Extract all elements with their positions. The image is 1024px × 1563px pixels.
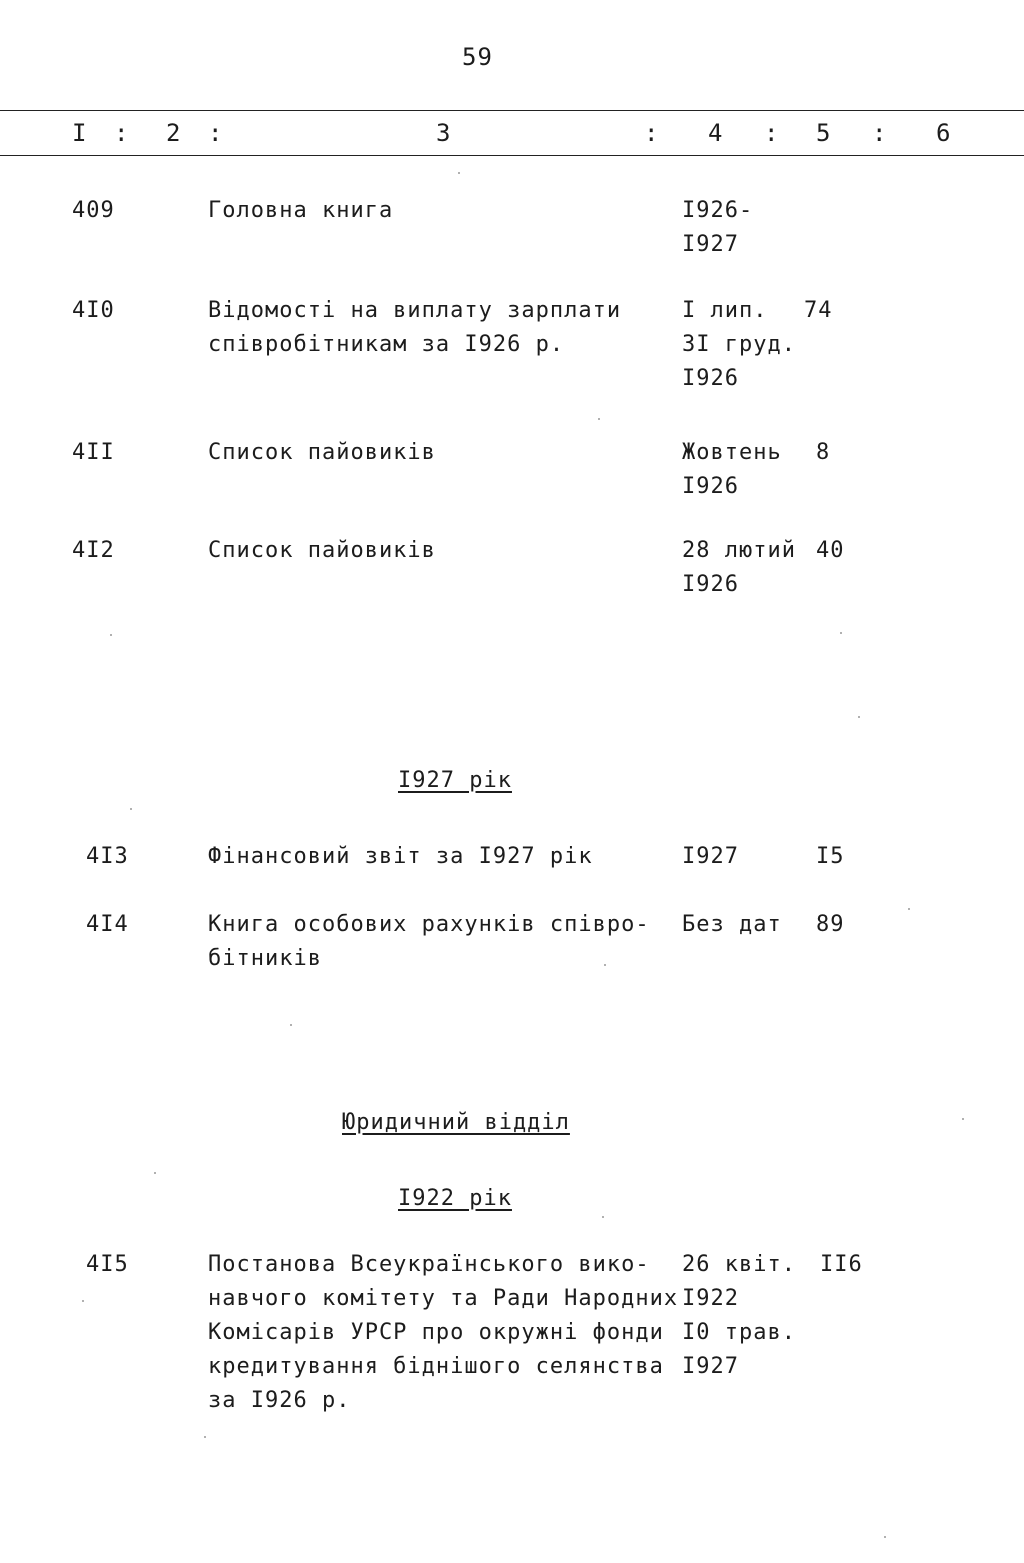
entry-title-line: Список пайовиків xyxy=(208,440,436,465)
scan-speck xyxy=(858,716,860,718)
entry-title-line: Постанова Всеукраїнського вико- xyxy=(208,1252,650,1277)
entry-sheet-count: II6 xyxy=(820,1252,863,1277)
scan-speck xyxy=(290,1024,292,1026)
entry-date-line: Без дат xyxy=(682,912,782,937)
entry-sheet-count: 89 xyxy=(816,912,845,937)
scan-speck xyxy=(82,1300,84,1302)
entry-sheet-count: I5 xyxy=(816,844,845,869)
column-separator: : xyxy=(764,119,780,147)
entry-number: 4I3 xyxy=(86,844,129,869)
entry-date-line: I927 xyxy=(682,232,739,257)
scan-speck xyxy=(110,634,112,636)
entry-date-line: 28 лютий xyxy=(682,538,796,563)
scan-speck xyxy=(908,908,910,910)
column-6-label: 6 xyxy=(936,119,952,147)
column-3-label: 3 xyxy=(436,119,452,147)
entry-date-line: I922 xyxy=(682,1286,739,1311)
entry-date-line: I926 xyxy=(682,366,739,391)
department-heading: Юридичний відділ xyxy=(342,1110,570,1135)
entry-date-line: I926 xyxy=(682,474,739,499)
entry-date-line: I0 трав. xyxy=(682,1320,796,1345)
entry-title-line: Відомості на виплату зарплати xyxy=(208,298,622,323)
entry-sheet-count: 40 xyxy=(816,538,845,563)
entry-date-line: I927 xyxy=(682,1354,739,1379)
entry-title-line: Комісарів УРСР про окружні фонди xyxy=(208,1320,664,1345)
scan-speck xyxy=(604,964,606,966)
entry-title-line: Головна книга xyxy=(208,198,394,223)
column-separator: : xyxy=(114,119,130,147)
header-bottom-rule xyxy=(0,155,1024,156)
column-4-label: 4 xyxy=(708,119,724,147)
entry-title-line: Список пайовиків xyxy=(208,538,436,563)
section-heading-1922: I922 рік xyxy=(398,1186,512,1211)
column-5-label: 5 xyxy=(816,119,832,147)
entry-title-line: Книга особових рахунків співро- xyxy=(208,912,650,937)
scan-speck xyxy=(154,1172,156,1174)
column-2-label: 2 xyxy=(166,119,182,147)
column-separator: : xyxy=(872,119,888,147)
entry-number: 4I5 xyxy=(86,1252,129,1277)
column-1-label: I xyxy=(72,119,88,147)
entry-number: 4I4 xyxy=(86,912,129,937)
entry-date-line: 3I груд. xyxy=(682,332,796,357)
entry-title-line: кредитування біднішого селянства xyxy=(208,1354,664,1379)
scan-speck xyxy=(598,418,600,420)
entry-title-line: бітників xyxy=(208,946,322,971)
entry-title-line: навчого комітету та Ради Народних xyxy=(208,1286,679,1311)
entry-title-line: за I926 р. xyxy=(208,1388,351,1413)
entry-number: 4I2 xyxy=(72,538,115,563)
section-heading-1927: I927 рік xyxy=(398,768,512,793)
header-top-rule xyxy=(0,110,1024,111)
entry-sheet-count: 8 xyxy=(816,440,831,465)
scan-speck xyxy=(458,172,460,174)
entry-date-line: 26 квіт. xyxy=(682,1252,796,1277)
entry-date-line: I926 xyxy=(682,572,739,597)
entry-title-line: Фінансовий звіт за I927 рік xyxy=(208,844,593,869)
entry-date-line: I926- xyxy=(682,198,754,223)
column-separator: : xyxy=(208,119,224,147)
scan-speck xyxy=(204,1436,206,1438)
entry-number: 4II xyxy=(72,440,115,465)
entry-sheet-count: 74 xyxy=(804,298,833,323)
page-number: 59 xyxy=(462,43,493,71)
entry-date-line: I лип. xyxy=(682,298,768,323)
column-separator: : xyxy=(644,119,660,147)
entry-number: 4I0 xyxy=(72,298,115,323)
entry-number: 409 xyxy=(72,198,115,223)
entry-title-line: співробітникам за I926 р. xyxy=(208,332,565,357)
scan-speck xyxy=(962,1118,964,1120)
scan-speck xyxy=(130,808,132,810)
scan-speck xyxy=(840,632,842,634)
entry-date-line: Жовтень xyxy=(682,440,782,465)
scan-speck xyxy=(884,1536,886,1538)
scan-speck xyxy=(602,1216,604,1218)
entry-date-line: I927 xyxy=(682,844,739,869)
